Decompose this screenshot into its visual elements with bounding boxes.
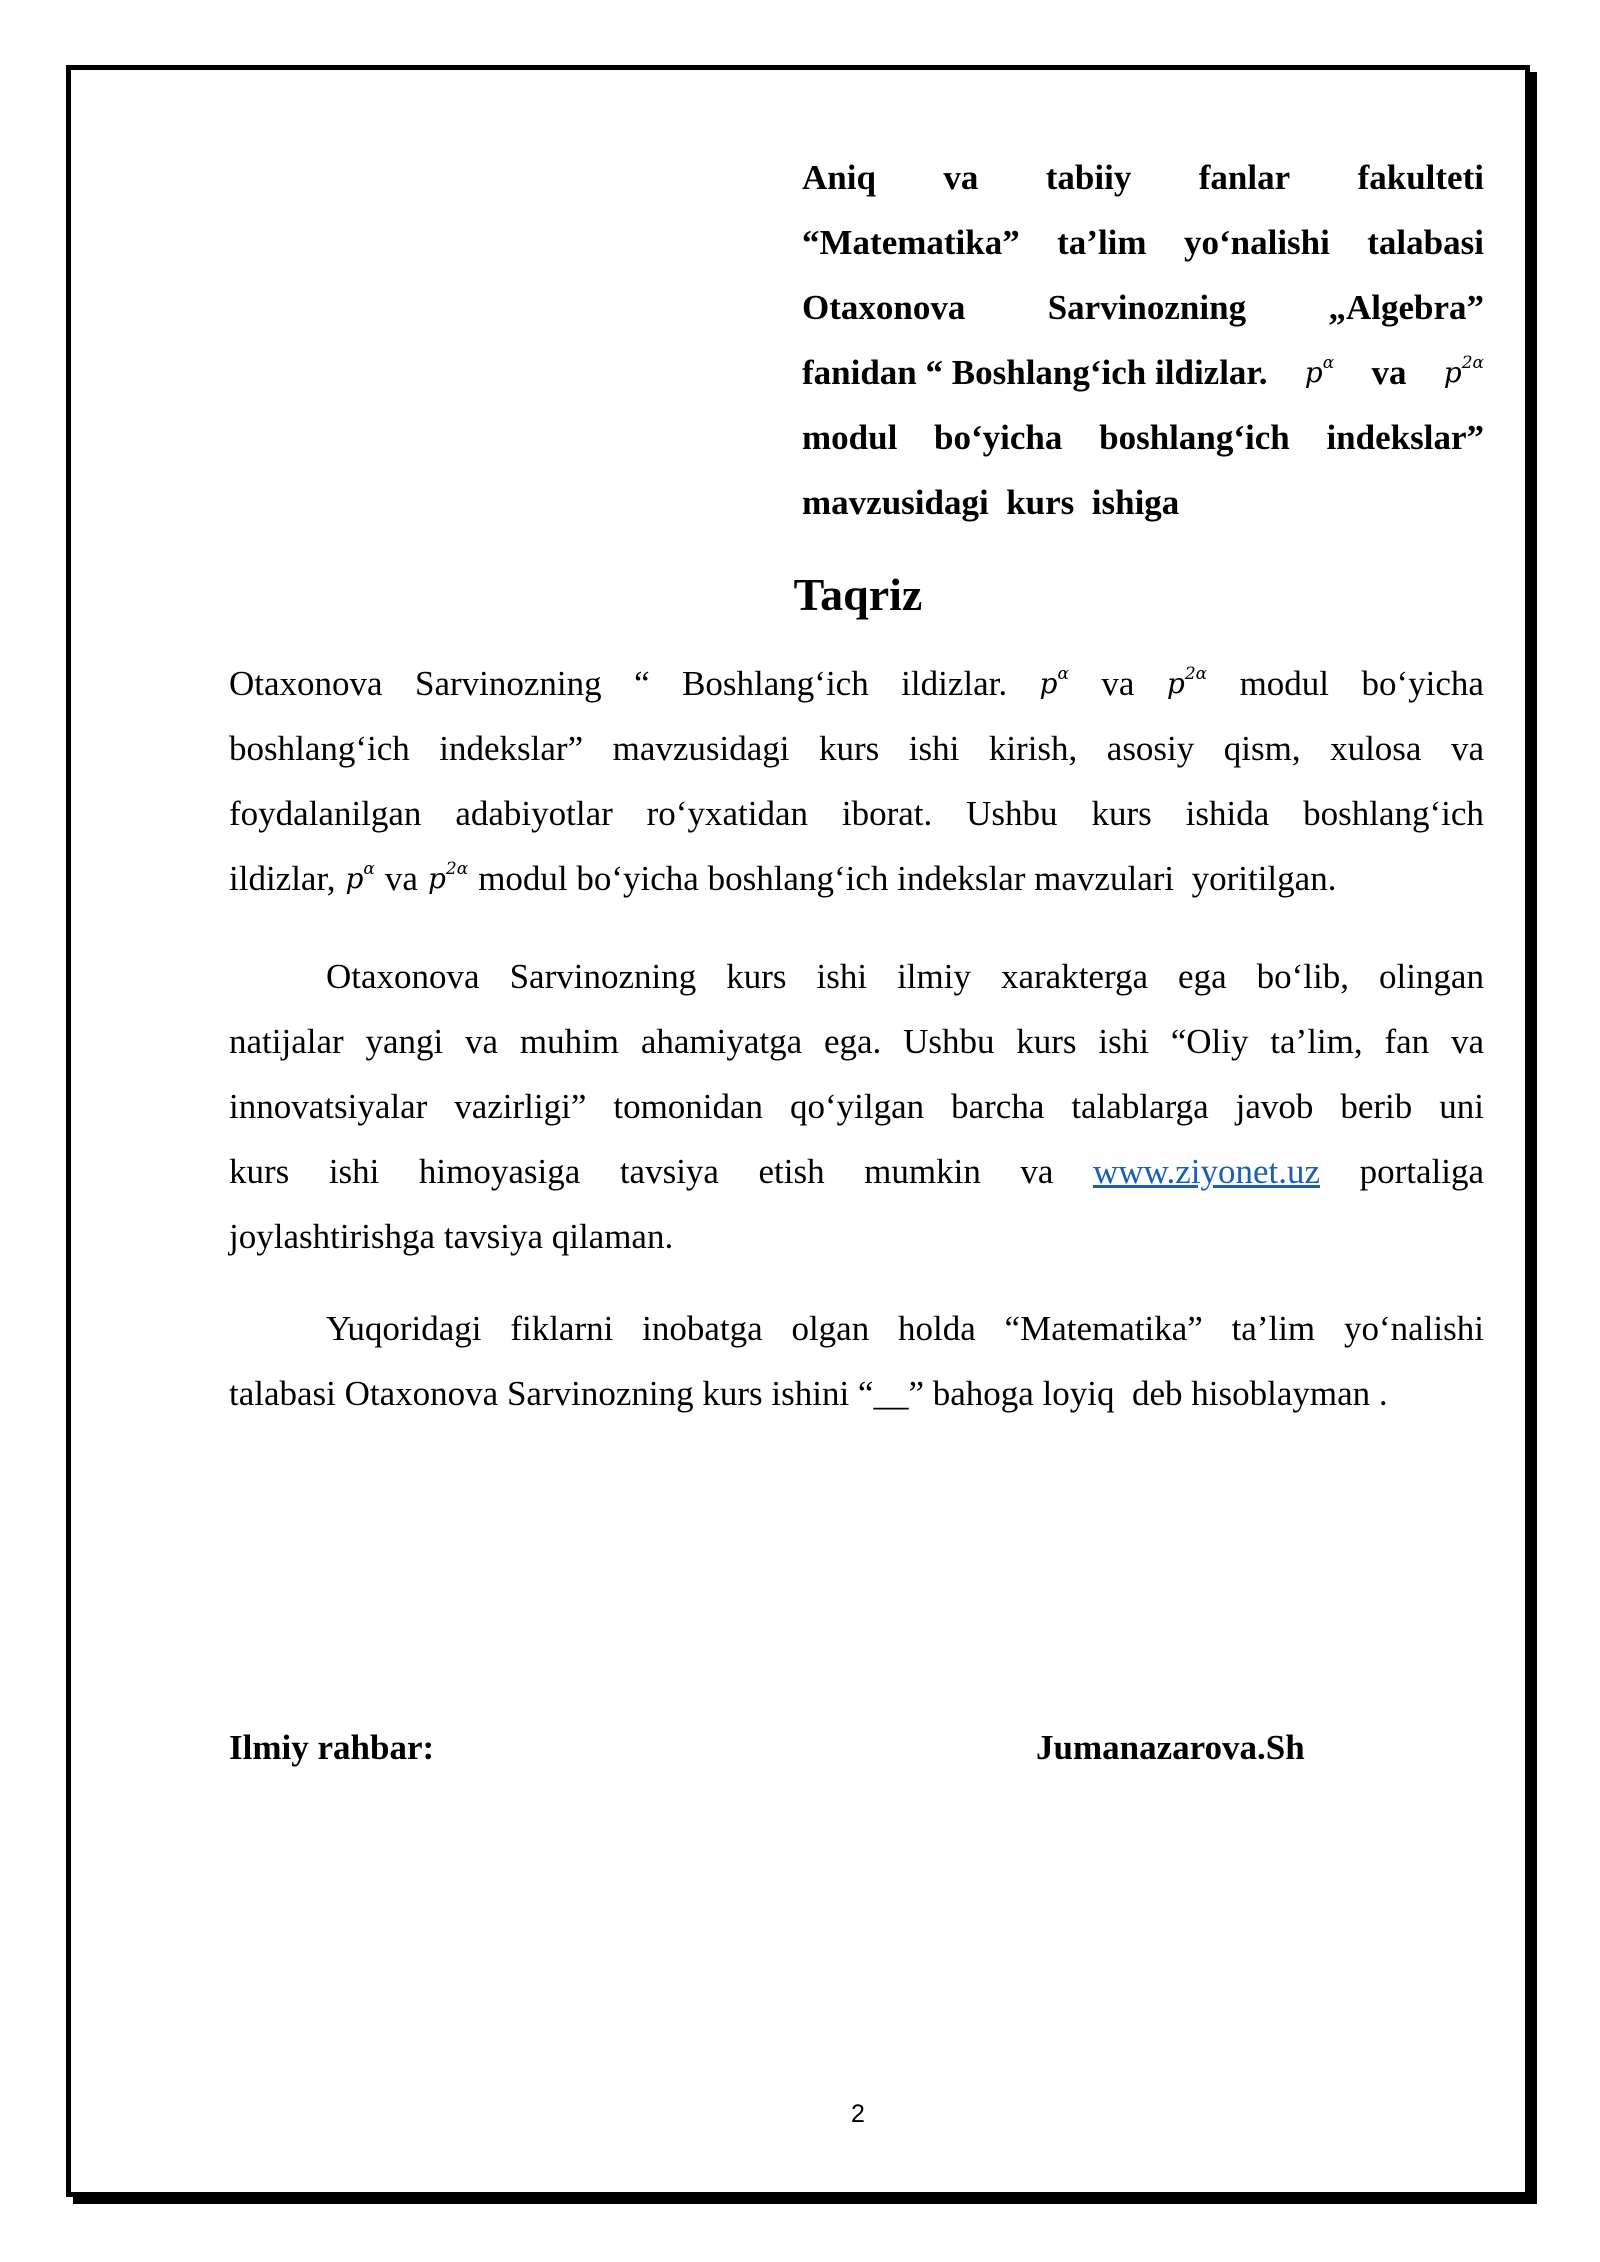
word: ega. <box>823 1022 882 1061</box>
word: ishi <box>328 1152 380 1191</box>
word: Sarvinozning <box>415 664 602 703</box>
word: Boshlang‘ich <box>682 664 869 703</box>
word: kurs <box>1091 794 1152 833</box>
page-number: 2 <box>851 2100 865 2128</box>
word: Ushbu <box>966 794 1058 833</box>
word: foydalanilgan <box>229 794 422 833</box>
ziyonet-link[interactable]: www.ziyonet.uz <box>1092 1152 1321 1191</box>
word: etish <box>758 1152 825 1191</box>
text-line <box>229 716 1484 781</box>
header-word: yo‘nalishi <box>1183 223 1330 262</box>
word: ahamiyatga <box>640 1022 803 1061</box>
word: ishi <box>908 729 960 768</box>
word: kirish, <box>988 729 1078 768</box>
text-line <box>229 1296 1484 1361</box>
header-word: „Algebra” <box>1328 288 1484 327</box>
word: ega <box>1178 957 1227 996</box>
word: tavsiya <box>619 1152 719 1191</box>
word: ro‘yxatidan <box>646 794 808 833</box>
word: iborat. <box>841 794 933 833</box>
word: mavzusidagi <box>612 729 790 768</box>
word: portaliga <box>1359 1152 1484 1191</box>
word: ildizlar, <box>229 859 336 898</box>
word: va <box>1450 1022 1484 1061</box>
word: ildizlar. <box>901 664 1008 703</box>
word: qo‘yilgan <box>790 1087 925 1126</box>
word: inobatga <box>642 1309 763 1348</box>
word: talablarga <box>1071 1087 1209 1126</box>
header-word: fanlar <box>1198 158 1291 197</box>
word: va <box>1101 664 1135 703</box>
word: “Matematika” <box>1004 1309 1203 1348</box>
word: modul <box>1239 664 1330 703</box>
word: Ushbu <box>903 1022 995 1061</box>
word: “Oliy <box>1170 1022 1249 1061</box>
word: yo‘nalishi <box>1343 1309 1484 1348</box>
math-p-2alpha: $p^{2\alpha}$ <box>1166 664 1208 700</box>
word: ta’lim <box>1231 1309 1316 1348</box>
word: kurs <box>726 957 787 996</box>
word: xarakterga <box>1000 957 1149 996</box>
header-word: tabiiy <box>1045 158 1132 197</box>
word: joylashtirishga tavsiya qilaman. <box>229 1217 674 1256</box>
signature-name: Jumanazarova.Sh <box>1036 1728 1305 1767</box>
word: kurs <box>1016 1022 1077 1061</box>
word: ishi <box>1098 1022 1149 1061</box>
header-word: talabasi <box>1367 223 1484 262</box>
word: fiklarni <box>510 1309 614 1348</box>
word: Otaxonova <box>326 957 480 996</box>
text-line <box>229 1009 1484 1074</box>
word: bo‘lib, <box>1256 957 1349 996</box>
header-word: modul <box>802 418 898 457</box>
word: uni <box>1439 1087 1484 1126</box>
word: va <box>384 859 418 898</box>
word: olingan <box>1378 957 1484 996</box>
word: tomonidan <box>613 1087 764 1126</box>
word: talabasi Otaxonova Sarvinozning kurs ishini “__” bahoga loyiq deb hisoblayman . <box>229 1374 1388 1413</box>
header-word: Otaxonova <box>802 288 966 327</box>
word: olgan <box>791 1309 870 1348</box>
header-line <box>802 405 1484 470</box>
word: xulosa <box>1330 729 1422 768</box>
paragraph-2 <box>229 944 1484 1269</box>
header-line <box>802 145 1484 210</box>
math-p-2alpha: $p^{2\alpha}$ <box>427 859 469 895</box>
paragraph-1 <box>229 651 1484 911</box>
word: innovatsiyalar <box>229 1087 428 1126</box>
text-line <box>229 781 1484 846</box>
word: kurs <box>229 1152 290 1191</box>
math-p-alpha: $p^\alpha$ <box>1039 664 1069 700</box>
word: modul bo‘yicha boshlang‘ich indekslar mavzulari yoritilgan. <box>478 859 1337 898</box>
text-line <box>229 1204 1484 1269</box>
word: va <box>465 1022 499 1061</box>
word: mumkin <box>864 1152 981 1191</box>
word: boshlang‘ich <box>1303 794 1484 833</box>
header-word: va <box>1371 353 1407 392</box>
header-word: Aniq <box>802 158 876 197</box>
word: berib <box>1340 1087 1413 1126</box>
word: Otaxonova <box>229 664 383 703</box>
header-word: ta’lim <box>1057 223 1147 262</box>
word: indekslar” <box>439 729 584 768</box>
word: ta’lim, <box>1270 1022 1363 1061</box>
word: boshlang‘ich <box>229 729 410 768</box>
header-word: va <box>943 158 979 197</box>
word: himoyasiga <box>418 1152 581 1191</box>
header-line <box>802 470 1484 535</box>
math-p-alpha: $p^\alpha$ <box>1304 353 1335 389</box>
header-word: “Matematika” <box>802 223 1020 262</box>
math-p-alpha: $p^\alpha$ <box>345 859 375 895</box>
word: asosiy <box>1106 729 1195 768</box>
header-word: Sarvinozning <box>1047 288 1247 327</box>
word: Yuqoridagi <box>326 1309 482 1348</box>
word: natijalar <box>229 1022 344 1061</box>
header-block <box>802 145 1484 535</box>
word: “ <box>634 664 650 703</box>
text-line <box>229 846 1484 911</box>
header-line <box>802 210 1484 275</box>
word: fan <box>1384 1022 1430 1061</box>
word: adabiyotlar <box>455 794 613 833</box>
text-line <box>229 1139 1484 1204</box>
word: barcha <box>951 1087 1045 1126</box>
word: kurs <box>818 729 880 768</box>
header-word: fakulteti <box>1357 158 1484 197</box>
header-text: fanidan “ Boshlang‘ich ildizlar. <box>802 353 1268 392</box>
header-word: boshlang‘ich <box>1099 418 1290 457</box>
page-title: Taqriz <box>793 569 923 620</box>
math-p-2alpha: $p^{2\alpha}$ <box>1443 353 1484 389</box>
header-line <box>802 340 1484 405</box>
word: qism, <box>1223 729 1301 768</box>
word: holda <box>898 1309 976 1348</box>
paragraph-3 <box>229 1296 1484 1426</box>
word: bo‘yicha <box>1361 664 1484 703</box>
word: javob <box>1235 1087 1314 1126</box>
word: ishida <box>1185 794 1270 833</box>
header-text: mavzusidagi kurs ishiga <box>802 483 1180 522</box>
word: muhim <box>519 1022 620 1061</box>
text-line <box>229 944 1484 1009</box>
header-line <box>802 275 1484 340</box>
word: ilmiy <box>897 957 971 996</box>
text-line <box>229 651 1484 716</box>
header-word: indekslar” <box>1326 418 1484 457</box>
word: ishi <box>816 957 868 996</box>
word: vazirligi” <box>454 1087 587 1126</box>
text-line <box>229 1361 1484 1426</box>
text-line <box>229 1074 1484 1139</box>
word: va <box>1450 729 1484 768</box>
word: yangi <box>365 1022 444 1061</box>
word: Sarvinozning <box>509 957 697 996</box>
signature-label: Ilmiy rahbar: <box>229 1728 435 1767</box>
word: va <box>1020 1152 1054 1191</box>
header-word: bo‘yicha <box>934 418 1063 457</box>
